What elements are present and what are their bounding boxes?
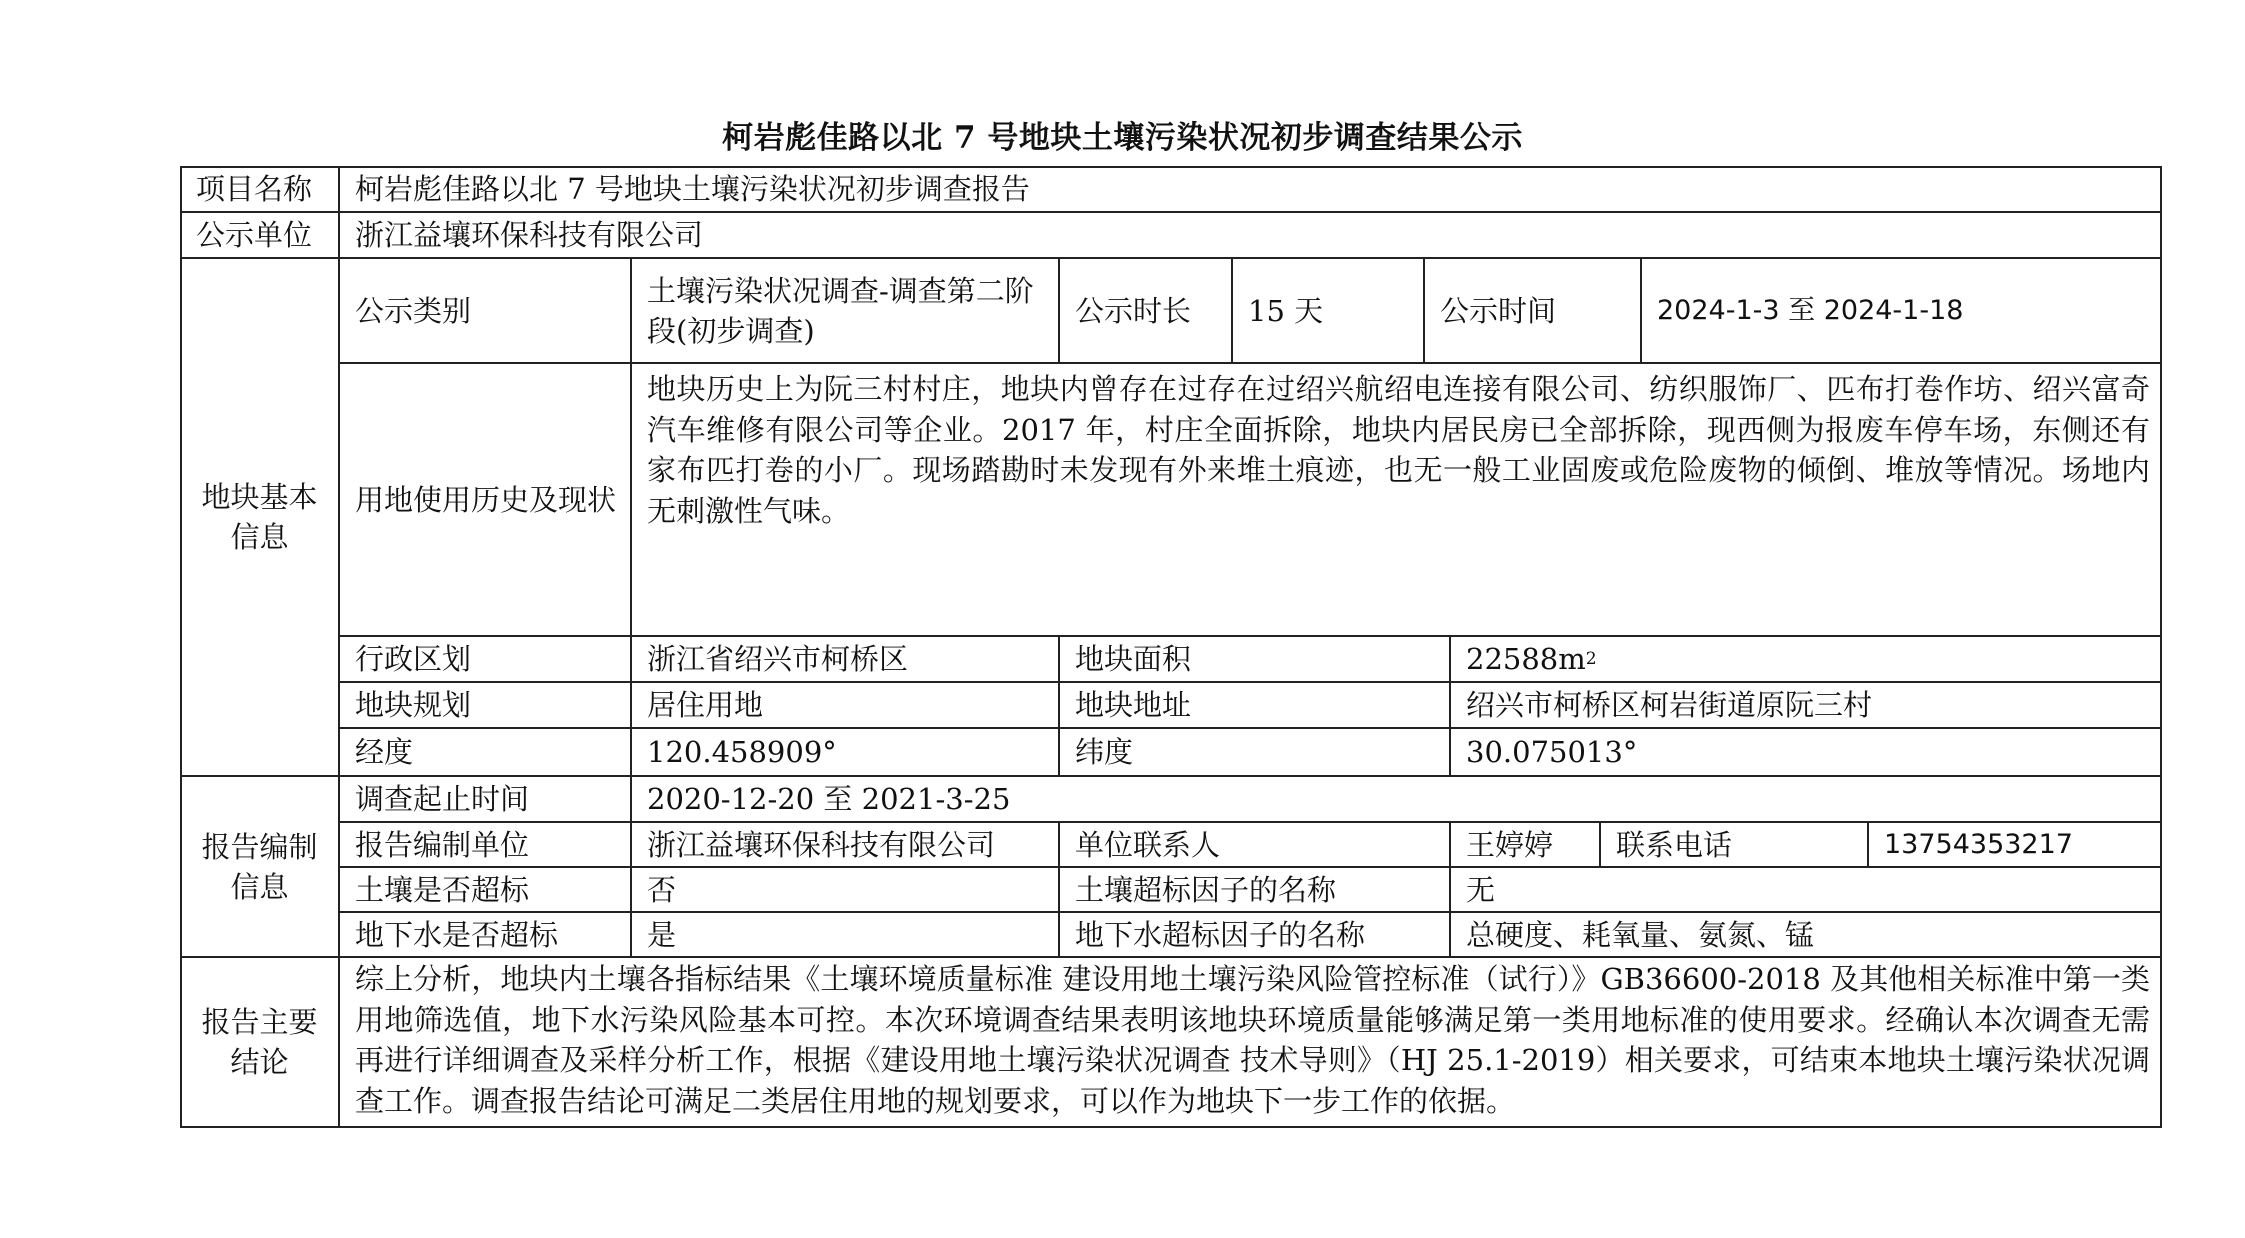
latitude-label: 纬度 [1075, 735, 1134, 769]
groundwater-exceed-label: 地下水是否超标 [355, 917, 559, 952]
soil-exceed-value: 否 [647, 872, 677, 907]
table-rule [1423, 258, 1425, 363]
table-rule [1231, 258, 1233, 363]
table-border [180, 1126, 2162, 1128]
phone-value: 13754353217 [1884, 828, 2073, 860]
survey-period-label: 调查起止时间 [355, 782, 530, 816]
report-org-value: 浙江益壤环保科技有限公司 [647, 827, 996, 862]
soil-factor-label: 土壤超标因子的名称 [1075, 872, 1337, 907]
area-number: 22588m [1466, 642, 1586, 676]
soil-exceed-label: 土壤是否超标 [355, 872, 530, 907]
table-rule [180, 257, 2162, 259]
district-value: 浙江省绍兴市柯桥区 [647, 642, 909, 676]
conclusion-label: 报告主要 结论 [201, 1005, 318, 1079]
conclusion-value: 综上分析，地块内土壤各指标结果《土壤环境质量标准 建设用地土壤污染风险管控标准（试行）》GB36600-2018 及其他相关标准中第一类用地筛选值，地下水污染风险基本可控。本次环境调查结果表明该地块环境质量能够满足第一类用地标准的使用要求。经确认本次调查无需再进行详细调查及采样分析工作，根据《建设用地土壤污染状况调查 技术导则》（HJ 25.1-2019）相关要求，可结束本地块土壤污染状况调查工作。调查报告结论可满足二类居住用地的规划要求，可以作为地块下一步工作的依据。 [355, 962, 2150, 1118]
report-info-section-label: 报告编制 信息 [201, 829, 318, 904]
groundwater-factor-label: 地下水超标因子的名称 [1075, 917, 1366, 952]
period-label: 公示时间 [1440, 293, 1557, 328]
latitude-value: 30.075013° [1466, 735, 1638, 769]
publisher-value: 浙江益壤环保科技有限公司 [355, 218, 704, 252]
address-label: 地块地址 [1075, 688, 1192, 722]
table-rule [339, 727, 2162, 729]
table-rule [1599, 822, 1601, 867]
table-border [180, 166, 182, 1128]
district-label: 行政区划 [355, 642, 472, 676]
longitude-value: 120.458909° [647, 735, 837, 769]
category-value: 土壤污染状况调查-调查第二阶段(初步调查) [647, 273, 1034, 348]
table-rule [1640, 258, 1642, 363]
report-org-label: 报告编制单位 [355, 827, 530, 862]
table-rule [180, 956, 2162, 958]
area-label: 地块面积 [1075, 642, 1192, 676]
table-rule [339, 635, 2162, 637]
period-value: 2024-1-3 至 2024-1-18 [1657, 294, 1964, 326]
table-rule [339, 681, 2162, 683]
phone-label: 联系电话 [1616, 827, 1733, 862]
duration-value: 15 天 [1248, 293, 1324, 328]
soil-factor-value: 无 [1466, 872, 1496, 907]
area-value: 22588m 2 [1450, 636, 2162, 682]
contact-label: 单位联系人 [1075, 827, 1221, 862]
table-rule [339, 362, 2162, 364]
table-rule [1449, 636, 1451, 776]
site-info-section-label: 地块基本 信息 [201, 480, 318, 554]
longitude-label: 经度 [355, 735, 414, 769]
project-name-value: 柯岩彪佳路以北 7 号地块土壤污染状况初步调查报告 [355, 172, 1030, 206]
duration-label: 公示时长 [1075, 293, 1192, 328]
groundwater-factor-value: 总硬度、耗氧量、氨氮、锰 [1466, 917, 1815, 952]
table-rule [339, 866, 2162, 868]
publisher-label: 公示单位 [196, 218, 313, 252]
table-border [180, 166, 2162, 168]
table-border [2160, 166, 2162, 1128]
page-title: 柯岩彪佳路以北 7 号地块土壤污染状况初步调查结果公示 [722, 120, 1523, 156]
table-rule [1449, 822, 1451, 957]
table-rule [339, 821, 2162, 823]
table-rule [339, 911, 2162, 913]
table-rule [1058, 822, 1060, 957]
history-value: 地块历史上为阮三村村庄，地块内曾存在过存在过绍兴航绍电连接有限公司、纺织服饰厂、匹布打卷作坊、绍兴富奇汽车维修有限公司等企业。2017 年，村庄全面拆除，地块内居民房已全部拆除，现西侧为报废车停车场，东侧还有家布匹打卷的小厂。现场踏勘时未发现有外来堆土痕迹，也无一般工业固废或危险废物的倾倒、堆放等情况。场地内无刺激性气味。 [647, 372, 2150, 528]
project-name-label: 项目名称 [196, 172, 313, 206]
planning-label: 地块规划 [355, 688, 472, 722]
table-rule [630, 258, 632, 957]
contact-value: 王婷婷 [1466, 827, 1554, 862]
survey-period-value: 2020-12-20 至 2021-3-25 [647, 782, 1011, 816]
address-value: 绍兴市柯桥区柯岩街道原阮三村 [1466, 688, 1873, 722]
table-rule [1058, 258, 1060, 363]
table-rule [1867, 822, 1869, 867]
category-label: 公示类别 [355, 293, 472, 328]
table-rule [180, 211, 2162, 213]
table-rule [338, 166, 340, 1128]
history-label: 用地使用历史及现状 [355, 482, 617, 517]
table-rule [1058, 636, 1060, 776]
planning-value: 居住用地 [647, 688, 764, 722]
groundwater-exceed-value: 是 [647, 917, 677, 952]
table-rule [180, 775, 2162, 777]
